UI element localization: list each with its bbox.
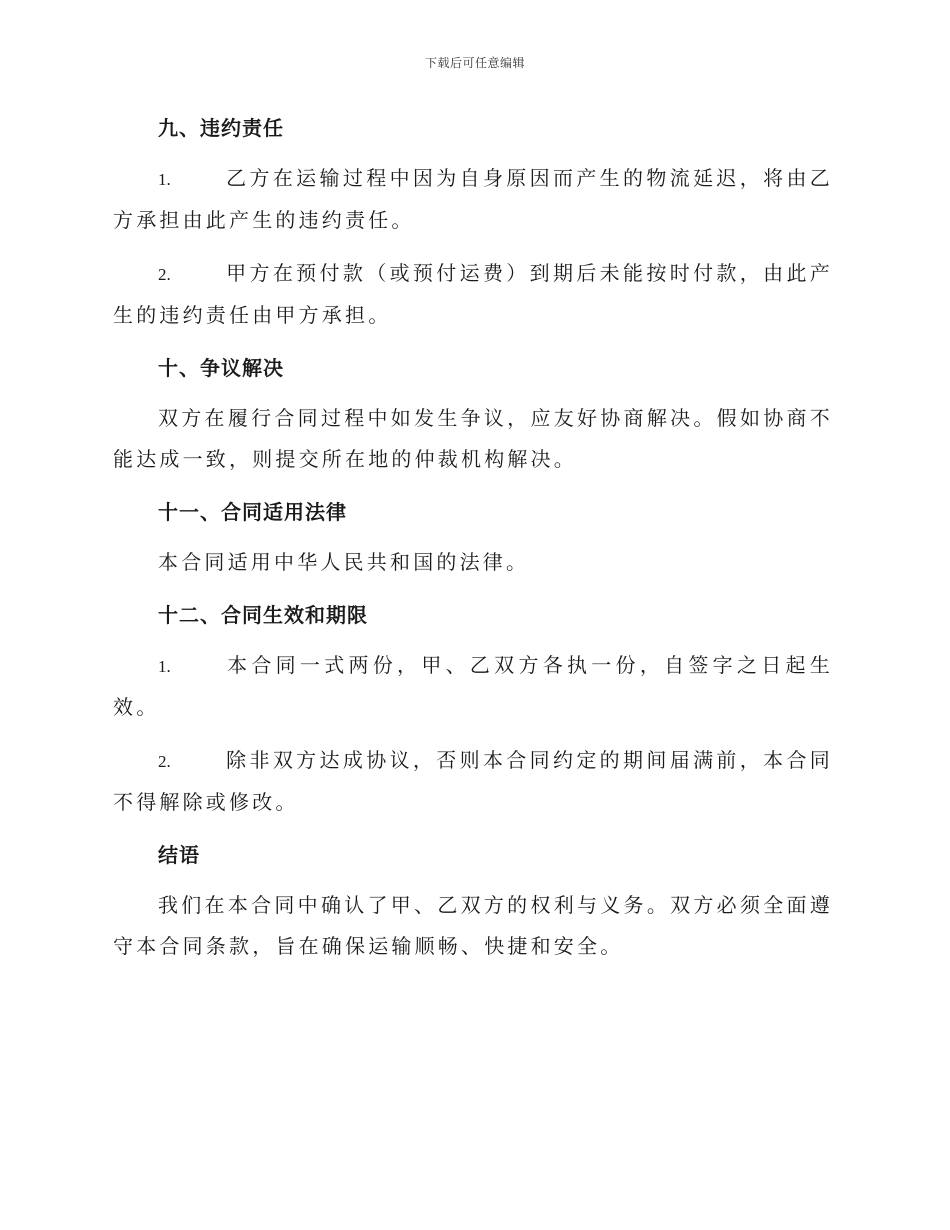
item-text: 乙方在运输过程中因为自身原因而产生的物流延迟，将由乙方承担由此产生的违约责任。 (113, 166, 833, 232)
item-number: 2. (158, 265, 171, 284)
document-body (113, 110, 833, 967)
law-paragraph: 本合同适用中华人民共和国的法律。 (158, 550, 530, 574)
item-number: 1. (158, 170, 171, 189)
conclusion-paragraph: 我们在本合同中确认了甲、乙双方的权利与义务。双方必须全面遵守本合同条款，旨在确保运输顺畅、快捷和安全。 (113, 893, 833, 958)
item-number: 2. (158, 752, 171, 771)
item-text: 本合同一式两份，甲、乙双方各执一份，自签字之日起生效。 (113, 653, 833, 719)
breach-item-1 (113, 158, 833, 241)
section-heading-breach: 九、违约责任 (158, 116, 284, 140)
term-item-2 (113, 740, 833, 823)
item-text: 甲方在预付款（或预付运费）到期后未能按时付款，由此产生的违约责任由甲方承担。 (113, 261, 833, 327)
dispute-paragraph: 双方在履行合同过程中如发生争议，应友好协商解决。假如协商不能达成一致，则提交所在地的仲裁机构解决。 (113, 406, 833, 471)
section-heading-law: 十一、合同适用法律 (158, 500, 347, 524)
item-text: 除非双方达成协议，否则本合同约定的期间届满前，本合同不得解除或修改。 (113, 748, 833, 814)
section-heading-term: 十二、合同生效和期限 (158, 603, 368, 627)
breach-item-2 (113, 253, 833, 336)
section-heading-dispute: 十、争议解决 (158, 356, 284, 380)
header-note: 下载后可任意编辑 (424, 56, 525, 70)
term-item-1 (113, 645, 833, 728)
section-heading-conclusion: 结语 (158, 843, 200, 867)
item-number: 1. (158, 657, 171, 676)
